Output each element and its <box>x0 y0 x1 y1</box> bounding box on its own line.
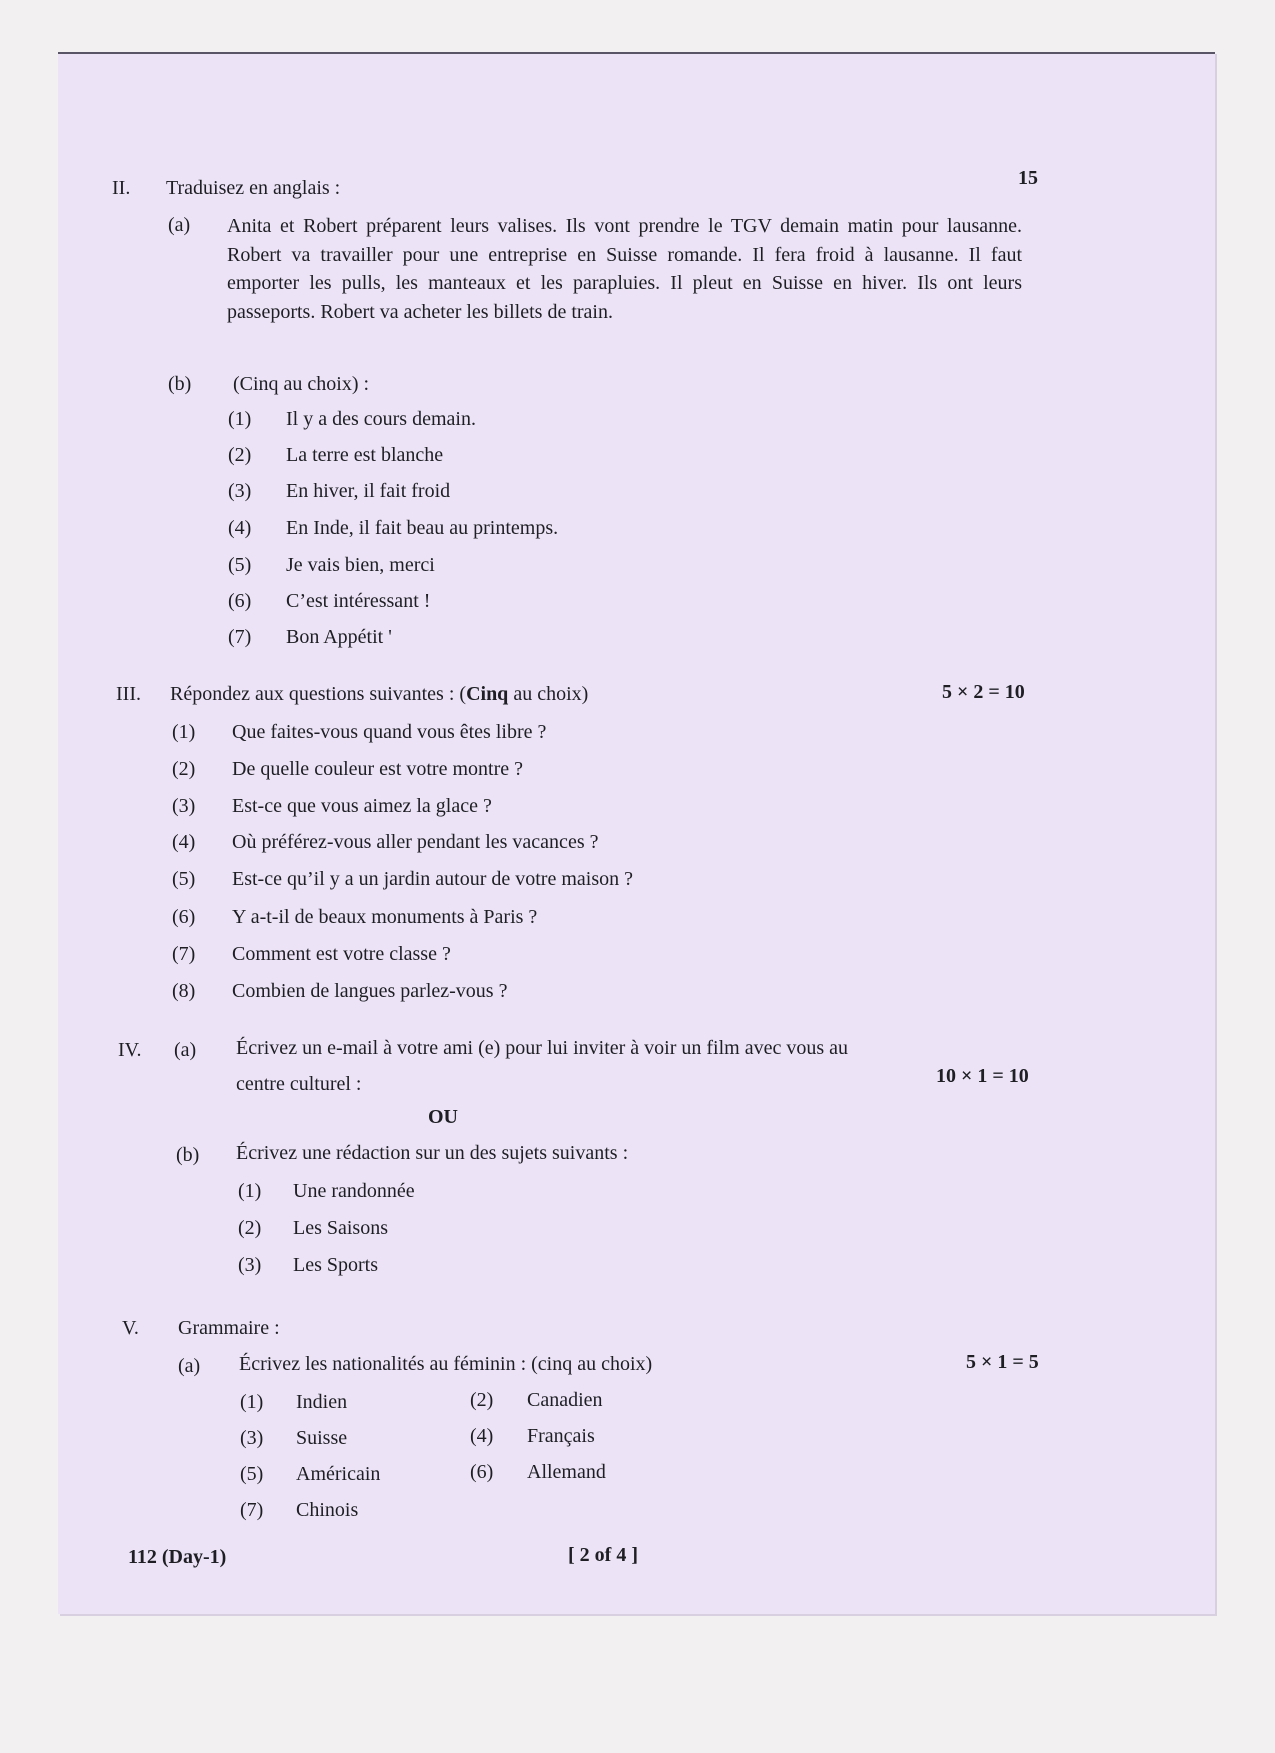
topic-item: Une randonnée <box>293 1180 415 1202</box>
list-item: La terre est blanche <box>286 444 444 466</box>
item-number: (7) <box>228 626 252 648</box>
list-item: Bon Appétit ' <box>286 626 392 648</box>
or-separator: OU <box>428 1106 458 1128</box>
list-item: C’est intéressant ! <box>286 590 431 612</box>
question-item: Où préférez-vous aller pendant les vacances ? <box>232 831 599 853</box>
item-number: (1) <box>240 1391 264 1413</box>
page-number: 15 <box>1018 167 1038 189</box>
item-number: (4) <box>228 517 252 539</box>
part-title: Écrivez une rédaction sur un des sujets suivants : <box>236 1142 629 1164</box>
question-number: III. <box>116 683 141 705</box>
topic-item: Les Saisons <box>293 1217 388 1239</box>
nationality-item: Indien <box>296 1391 348 1413</box>
nationality-item: Suisse <box>296 1427 348 1449</box>
item-number: (1) <box>238 1180 262 1202</box>
list-item: Il y a des cours demain. <box>286 408 476 430</box>
list-item: En Inde, il fait beau au printemps. <box>286 517 559 539</box>
part-label: (a) <box>178 1355 201 1377</box>
item-number: (8) <box>172 980 196 1002</box>
item-number: (5) <box>240 1463 264 1485</box>
nationality-item: Canadien <box>527 1389 603 1411</box>
item-number: (6) <box>172 906 196 928</box>
item-number: (2) <box>238 1217 262 1239</box>
list-item: En hiver, il fait froid <box>286 480 451 502</box>
part-title: Écrivez les nationalités au féminin : (cinq au choix) <box>239 1353 653 1375</box>
item-number: (4) <box>172 831 196 853</box>
question-number: IV. <box>118 1039 142 1061</box>
item-number: (6) <box>228 590 252 612</box>
marks: 5 × 2 = 10 <box>942 681 1025 703</box>
item-number: (5) <box>172 868 196 890</box>
question-item: Est-ce que vous aimez la glace ? <box>232 795 492 817</box>
part-title: Écrivez un e-mail à votre ami (e) pour lui inviter à voir un film avec vous au <box>236 1037 849 1059</box>
part-label: (b) <box>176 1144 200 1166</box>
page-indicator: [ 2 of 4 ] <box>568 1544 638 1566</box>
item-number: (1) <box>228 408 252 430</box>
translation-passage: Anita et Robert préparent leurs valises. Ils vont prendre le TGV demain matin pour lausanne. Robert va travailler pour une entreprise en Suisse romande. Il fera froid à lausanne. Il faut emporter les pulls, les manteaux et les parapluies. Il pleut en Suisse en hiver. Ils ont leurs passeports. Robert va acheter les billets de train. <box>227 215 1022 323</box>
nationality-item: Allemand <box>527 1461 606 1483</box>
nationality-item: Chinois <box>296 1499 359 1521</box>
item-number: (3) <box>238 1254 262 1276</box>
part-label: (a) <box>174 1039 197 1061</box>
question-item: De quelle couleur est votre montre ? <box>232 758 523 780</box>
item-number: (3) <box>228 480 252 502</box>
question-item: Est-ce qu’il y a un jardin autour de votre maison ? <box>232 868 633 890</box>
part-label: (a) <box>168 214 191 236</box>
item-number: (2) <box>228 444 252 466</box>
question-item: Combien de langues parlez-vous ? <box>232 980 508 1002</box>
question-item: Comment est votre classe ? <box>232 943 451 965</box>
part-title: (Cinq au choix) : <box>233 373 370 395</box>
marks: 5 × 1 = 5 <box>966 1351 1039 1373</box>
item-number: (1) <box>172 721 196 743</box>
part-title-continued: centre culturel : <box>236 1073 362 1095</box>
nationality-item: Américain <box>296 1463 381 1485</box>
part-label: (b) <box>168 373 192 395</box>
topic-item: Les Sports <box>293 1254 378 1276</box>
item-number: (5) <box>228 554 252 576</box>
question-title: Grammaire : <box>178 1317 280 1339</box>
item-number: (2) <box>172 758 196 780</box>
question-number: II. <box>112 177 131 199</box>
question-item: Que faites-vous quand vous êtes libre ? <box>232 721 547 743</box>
question-item: Y a-t-il de beaux monuments à Paris ? <box>232 906 538 928</box>
item-number: (7) <box>172 943 196 965</box>
item-number: (3) <box>240 1427 264 1449</box>
item-number: (6) <box>470 1461 494 1483</box>
item-number: (7) <box>240 1499 264 1521</box>
item-number: (2) <box>470 1389 494 1411</box>
nationality-item: Français <box>527 1425 595 1447</box>
item-number: (3) <box>172 795 196 817</box>
question-title: Traduisez en anglais : <box>166 177 341 199</box>
question-number: V. <box>122 1317 139 1339</box>
paper-code: 112 (Day-1) <box>128 1546 227 1568</box>
question-title: Répondez aux questions suivantes : (Cinq au choix) <box>170 683 589 705</box>
list-item: Je vais bien, merci <box>286 554 435 576</box>
item-number: (4) <box>470 1425 494 1447</box>
marks: 10 × 1 = 10 <box>936 1065 1029 1087</box>
